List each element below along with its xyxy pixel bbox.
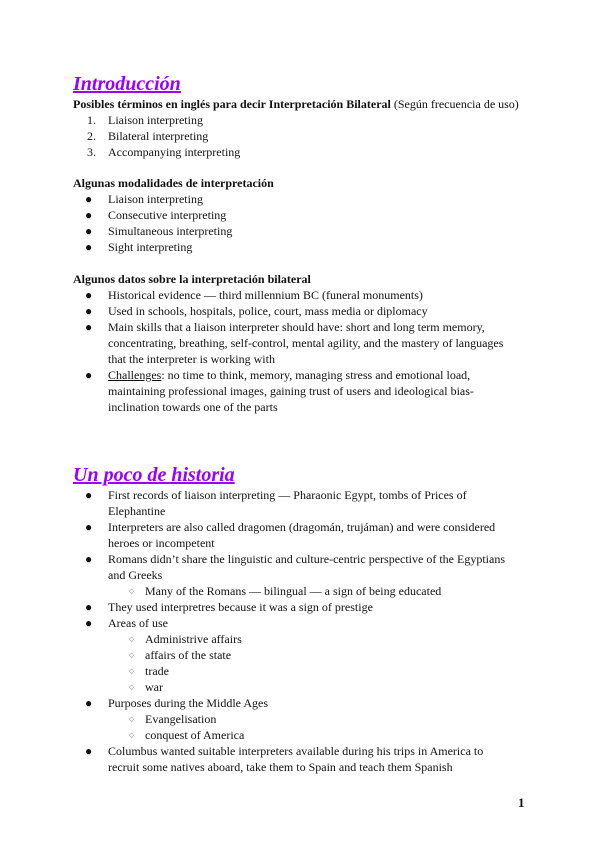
sub-list-item: ○ conquest of America [129,728,245,742]
list-item: ● Interpreters are also called dragomen (dragomán, trujáman) and were considered heroes or incompetent [85,520,496,550]
list-item: 1. Liaison interpreting [87,113,203,127]
modes-section [73,175,533,255]
terms-note: (Según frecuencia de uso) [390,97,519,111]
sub-list-item: ○ affairs of the state [129,648,232,662]
sub-list-item: ○ war [129,680,163,694]
section-title-historia: Un poco de historia [73,464,235,486]
modes-heading: Algunas modalidades de interpretación [73,176,274,190]
modes-list [73,191,533,255]
section-title-introduccion: Introducción [73,73,181,95]
terms-list [73,112,533,160]
sub-list-item: ○ Evangelisation [129,712,217,726]
page-number: 1 [518,795,525,810]
list-item: ● Main skills that a liaison interpreter should have: short and long term memory, concentrating, breathing, self-control, mental agility, and the mastery of languages that the interpreter is working with [85,320,504,366]
list-item: ● Liaison interpreting [85,192,203,206]
history-list [73,487,513,775]
list-item: 2. Bilateral interpreting [87,129,209,143]
terms-heading-bold: Posibles términos en inglés para decir Interpretación Bilateral [73,97,391,111]
list-item: 3. Accompanying interpreting [87,145,241,159]
list-item: ● Sight interpreting [85,240,193,254]
list-item: ● Consecutive interpreting [85,208,227,222]
list-item: ● Used in schools, hospitals, police, court, mass media or diplomacy [85,304,428,318]
facts-section [73,271,513,415]
history-section [73,487,513,775]
sub-list-item: ○ trade [129,664,169,678]
list-item: ● Challenges: no time to think, memory, managing stress and emotional load, maintaining professional images, gaining trust of users and ideological bias-inclination towards one of the parts [85,368,474,414]
facts-list [73,287,513,415]
sub-list-item: ○ Many of the Romans — bilingual — a sign of being educated [129,584,442,598]
list-item: ● Columbus wanted suitable interpreters available during his trips in America to recruit some natives aboard, take them to Spain and teach them Spanish [85,744,484,774]
list-item: ● Purposes during the Middle Ages [85,696,268,710]
list-item: ● Romans didn’t share the linguistic and culture-centric perspective of the Egyptians and Greeks [85,552,505,582]
terms-heading [73,96,533,112]
challenges-label: Challenges [108,368,162,382]
list-item: ● First records of liaison interpreting — Pharaonic Egypt, tombs of Prices of Elephantine [85,488,467,518]
list-item: ● Simultaneous interpreting [85,224,233,238]
sub-list-item: ○ Administrive affairs [129,632,242,646]
list-item: ● Areas of use [85,616,168,630]
list-item: ● Historical evidence — third millennium BC (funeral monuments) [85,288,423,302]
list-item: ● They used interpretres because it was a sign of prestige [85,600,373,614]
facts-heading: Algunos datos sobre la interpretación bilateral [73,272,311,286]
terms-section [73,96,533,160]
